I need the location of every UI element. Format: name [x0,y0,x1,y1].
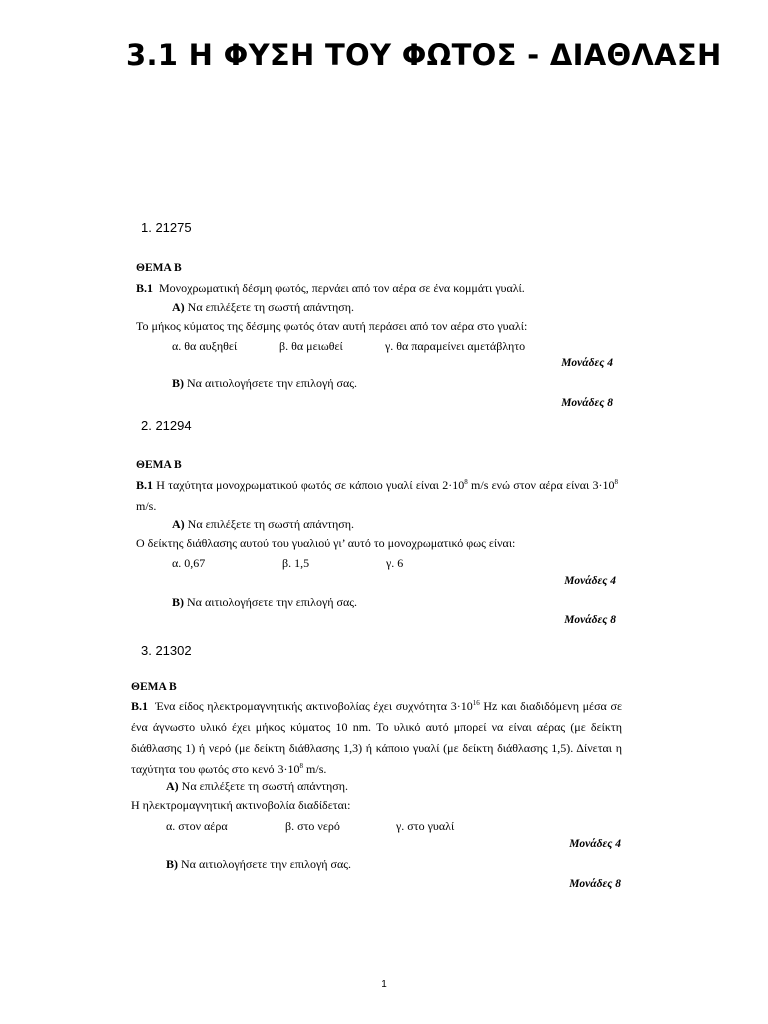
problem-statement [136,281,525,296]
option-a: α. 0,67 [172,556,206,570]
option-b: β. στο νερό [285,819,340,833]
part-a-text: Να επιλέξετε τη σωστή απάντηση. [187,300,354,314]
option-a: α. θα αυξηθεί [172,339,238,353]
statement-text-middle: m/s ενώ στον αέρα είναι 3·10 [467,478,615,492]
marks-part-b: Μονάδες 8 [561,397,613,409]
part-b-text: Να αιτιολογήσετε την επιλογή σας. [187,595,358,609]
option-c: γ. 6 [386,556,404,570]
question-text: Ο δείκτης διάθλασης αυτού του γυαλιού γι’ αυτό το μονοχρωματικό φως είναι: [136,536,516,550]
marks-part-a: Μονάδες 4 [569,838,621,850]
problem-number: 1. 21275 [141,220,192,235]
part-a-label: Α) [172,517,185,531]
superscript-exponent: 16 [472,699,480,707]
topic-heading: ΘΕΜΑ Β [131,681,177,693]
topic-heading: ΘΕΜΑ Β [136,262,182,274]
question-text: Το μήκος κύματος της δέσμης φωτός όταν αυτή περάσει από τον αέρα στο γυαλί: [136,319,528,333]
statement-text-start: Η ταχύτητα μονοχρωματικού φωτός σε κάποιο γυαλί είναι 2·10 [156,478,465,492]
part-b-label: Β) [166,857,178,871]
marks-part-a: Μονάδες 4 [564,575,616,587]
part-a-instruction [166,779,348,794]
question-label: Β.1 [136,478,154,492]
statement-text-end: m/s. [303,762,327,776]
page-number: 1 [381,979,387,990]
option-c: γ. στο γυαλί [396,819,455,833]
statement-text-end: m/s. [136,498,157,513]
part-b-instruction [172,595,357,610]
part-b-label: Β) [172,595,184,609]
part-a-text: Να επιλέξετε τη σωστή απάντηση. [187,517,354,531]
option-b: β. θα μειωθεί [279,339,343,353]
question-text: Η ηλεκτρομαγνητική ακτινοβολία διαδίδεται: [131,798,351,812]
problem-number: 2. 21294 [141,418,192,433]
marks-part-a: Μονάδες 4 [561,357,613,369]
statement-text-start: Ένα είδος ηλεκτρομαγνητικής ακτινοβολίας έχει συχνότητα 3·10 [155,699,473,713]
problem-statement [131,696,622,780]
part-a-text: Να επιλέξετε τη σωστή απάντηση. [181,779,348,793]
part-b-text: Να αιτιολογήσετε την επιλογή σας. [181,857,352,871]
part-a-label: Α) [166,779,179,793]
part-b-instruction [172,376,357,391]
part-b-instruction [166,857,351,872]
superscript-exponent: 8 [464,478,468,486]
part-b-text: Να αιτιολογήσετε την επιλογή σας. [187,376,358,390]
option-b: β. 1,5 [282,556,310,570]
topic-heading: ΘΕΜΑ Β [136,459,182,471]
problem-number: 3. 21302 [141,643,192,658]
option-a: α. στον αέρα [166,819,228,833]
superscript-exponent: 8 [614,478,618,486]
part-a-label: Α) [172,300,185,314]
page-title: 3.1 Η ΦΥΣΗ ΤΟΥ ΦΩΤΟΣ - ΔΙΑΘΛΑΣΗ [126,38,722,72]
part-a-instruction [172,517,354,532]
superscript-exponent: 8 [299,762,304,770]
marks-part-b: Μονάδες 8 [564,614,616,626]
question-label: Β.1 [136,281,154,295]
part-a-instruction [172,300,354,315]
statement-text-middle: Hz και διαδιδόμενη μέσα σε ένα άγνωστο υλικό έχει μήκος κύματος 10 nm. Το υλικό αυτό μπορεί να είναι αέρας (με δείκτη διάθλασης 1) ή νερό (με δείκτη διάθλασης 1,3) ή κάποιο γυαλί (με δείκτη διάθλασης 1,5). Δίνεται η ταχύτητα του φωτός στο κενό 3·10 [131,699,622,776]
statement-text: Μονοχρωματική δέσμη φωτός, περνάει από τον αέρα σε ένα κομμάτι γυαλί. [159,281,525,295]
part-b-label: Β) [172,376,184,390]
problem-statement [136,475,618,516]
question-label: Β.1 [131,699,149,713]
marks-part-b: Μονάδες 8 [569,878,621,890]
option-c: γ. θα παραμείνει αμετάβλητο [385,339,526,353]
